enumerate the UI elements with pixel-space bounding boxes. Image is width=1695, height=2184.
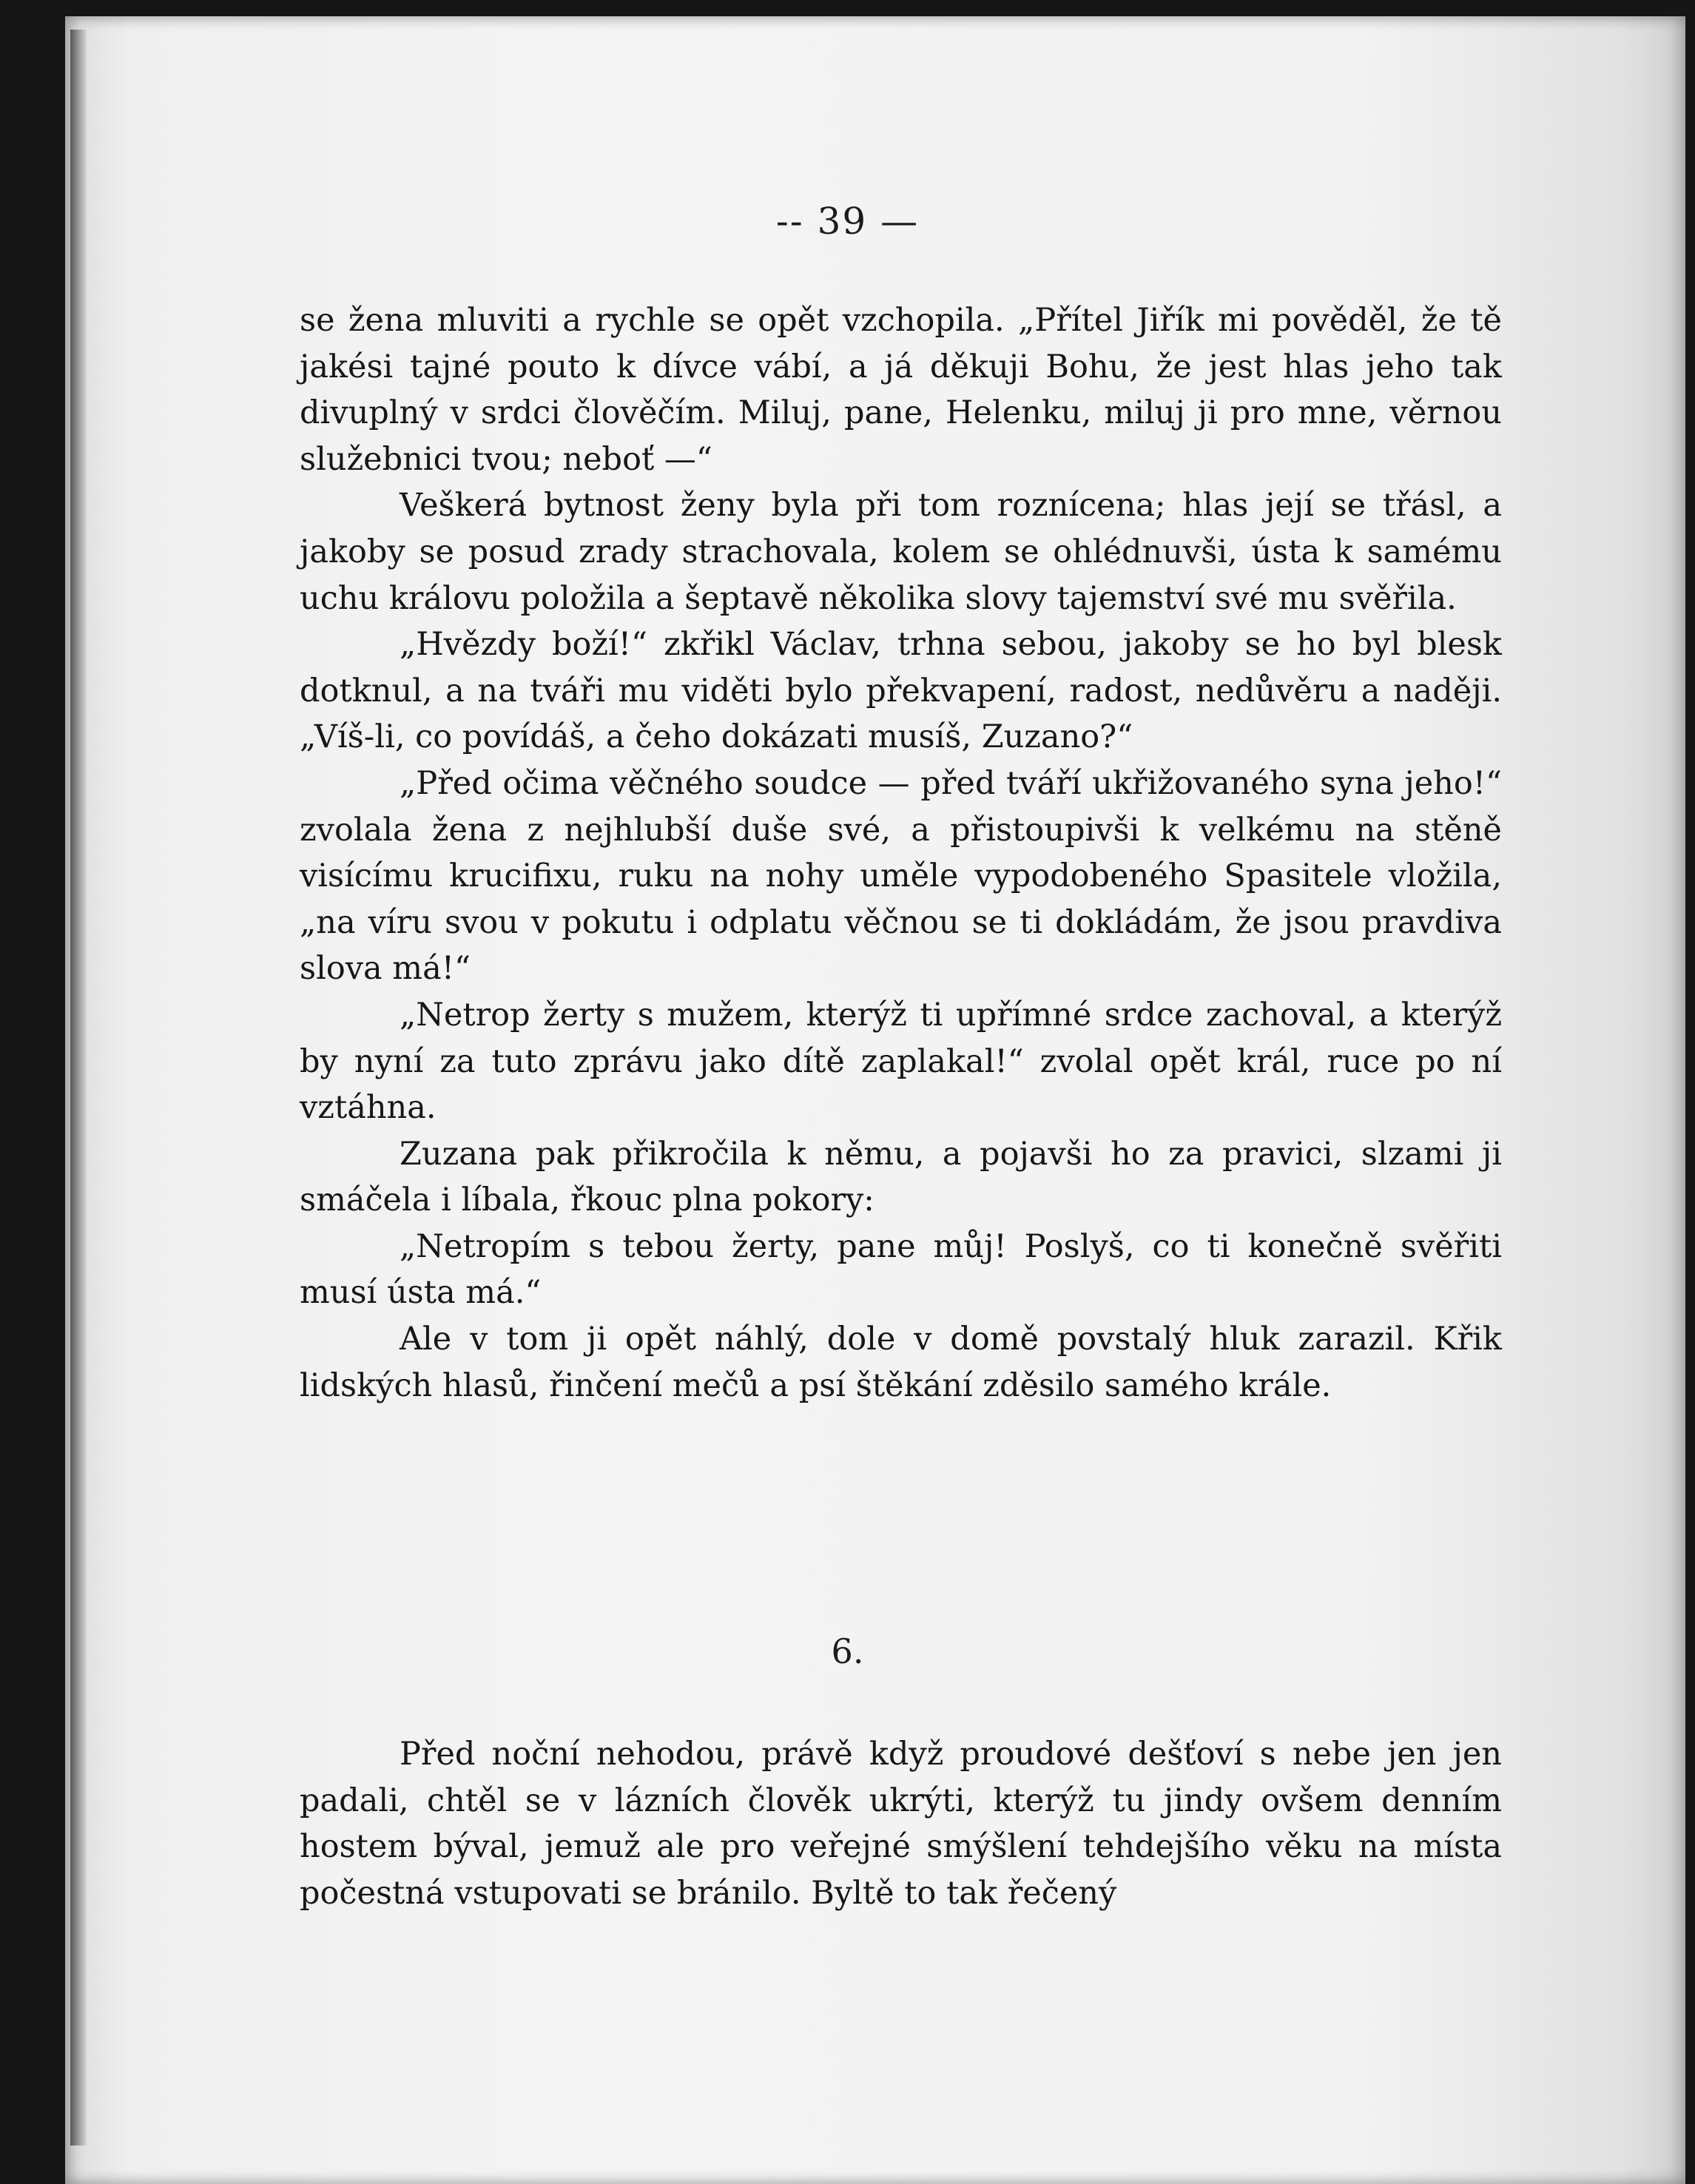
paragraph: „Netropím s tebou žerty, pane můj! Poslyš, co ti konečně svěřiti musí ústa má.“ xyxy=(300,1227,1502,1312)
paragraph: Zuzana pak přikročila k němu, a pojavši ho za pravici, slzami ji smáčela i líbala, řkouc plna pokory: xyxy=(300,1135,1502,1219)
paragraph: Veškerá bytnost ženy byla při tom roznícena; hlas její se třásl, a jakoby se posud zrady strachovala, kolem se ohlédnuvši, ústa k samému uchu královu položila a šeptavě několika slovy tajemství své mu svěřila. xyxy=(300,487,1502,617)
chapter-number: 6. xyxy=(831,1631,864,1671)
body-text xyxy=(300,297,1502,1409)
paragraph: „Před očima věčného soudce — před tváří ukřižovaného syna jeho!“ zvolala žena z nejhlubší duše své, a přistoupivši k velkému na stěně visícímu krucifixu, ruku na nohy uměle vypodobeného Spasitele vložila, „na víru svou v pokutu i odplatu věčnou se ti dokládám, že jsou pravdiva slova má!“ xyxy=(300,764,1502,988)
paragraph: Ale v tom ji opět náhlý, dole v domě povstalý hluk zarazil. Křik lidských hlasů, řinčení mečů a psí štěkání zděsilo samého krále. xyxy=(300,1321,1502,1404)
paragraph: se žena mluviti a rychle se opět vzchopila. „Přítel Jiřík mi pověděl, že tě jakési tajné pouto k dívce vábí, a já děkuji Bohu, že jest hlas jeho tak divuplný v srdci člověčím. Miluj, pane, Helenku, miluj ji pro mne, věrnou služebnici tvou; neboť —“ xyxy=(300,302,1502,478)
page-number: -- 39 — xyxy=(775,200,920,243)
chapter-body-text xyxy=(300,1731,1502,1916)
paragraph: „Netrop žerty s mužem, kterýž ti upřímné srdce zachoval, a kterýž by nyní za tuto zprávu jako dítě zaplakal!“ zvolal opět král, ruce po ní vztáhna. xyxy=(300,996,1502,1127)
page-binding-shadow xyxy=(70,30,87,2146)
paragraph: Před noční nehodou, právě když proudové dešťoví s nebe jen jen padali, chtěl se v lázních člověk ukrýti, kterýž tu jindy ovšem denním hostem býval, jemuž ale pro veřejné smýšlení tehdejšího věku na místa počestná vstupovati se bránilo. Byltě to tak řečený xyxy=(300,1736,1502,1912)
paragraph: „Hvězdy boží!“ zkřikl Václav, trhna sebou, jakoby se ho byl blesk dotknul, a na tváři mu viděti bylo překvapení, radost, nedůvěru a naději. „Víš-li, co povídáš, a čeho dokázati musíš, Zuzano?“ xyxy=(300,626,1502,756)
